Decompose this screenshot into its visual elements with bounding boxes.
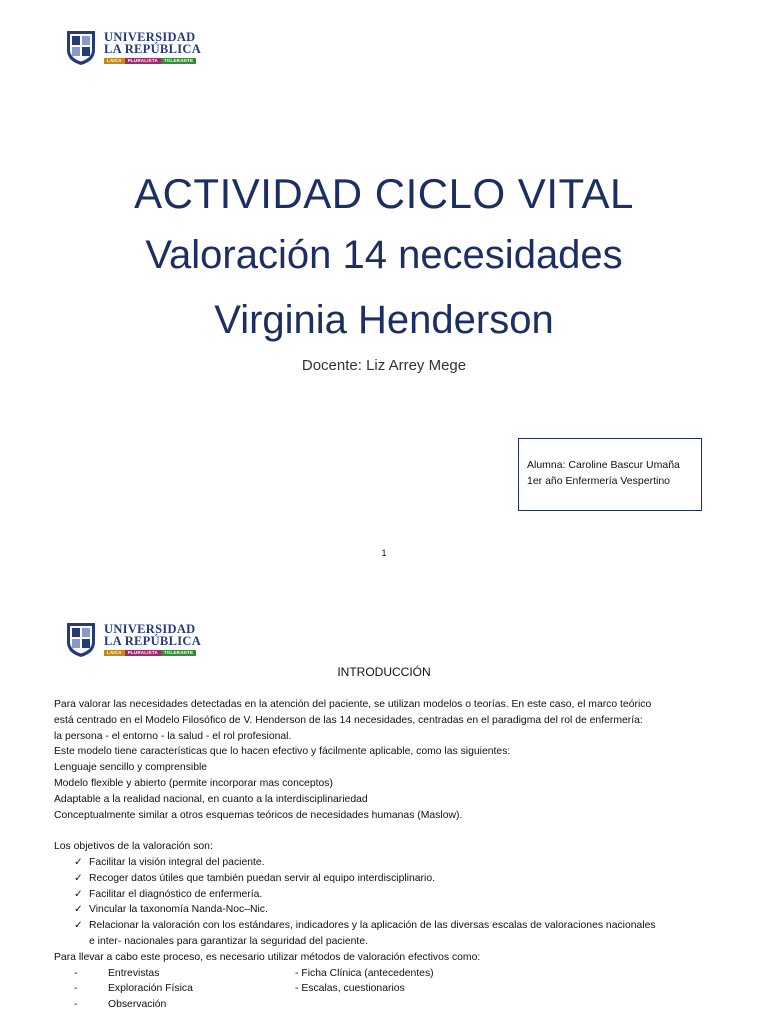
- student-info-box: [518, 438, 702, 511]
- list-item-text: Facilitar la visión integral del paciente.: [89, 856, 265, 868]
- list-item-text: Relacionar la valoración con los estándares, indicadores y la aplicación de las diversas escalas de valoraciones nacionales: [89, 920, 656, 932]
- dash-bullet: -: [74, 967, 78, 979]
- university-logo: [64, 620, 201, 658]
- university-crest-icon: [64, 620, 98, 658]
- list-item: [54, 855, 734, 871]
- logo-line-1: UNIVERSIDAD: [104, 621, 196, 636]
- dash-bullet: -: [74, 999, 78, 1011]
- logo-tag: PLURALISTA: [125, 58, 161, 64]
- list-item: [54, 997, 734, 1013]
- check-icon: ✓: [74, 904, 83, 916]
- list-item-text: Recoger datos útiles que también puedan servir al equipo interdisciplinario.: [89, 872, 435, 884]
- list-item: [54, 871, 734, 887]
- logo-tag: TOLERANTE: [161, 650, 196, 656]
- objectives-heading: Los objetivos de la valoración son:: [54, 841, 213, 853]
- check-icon: ✓: [74, 856, 83, 868]
- method-left: Exploración Física: [108, 983, 193, 995]
- page-number: 1: [381, 548, 387, 558]
- check-icon: ✓: [74, 872, 83, 884]
- section-heading: INTRODUCCIÓN: [337, 665, 431, 679]
- paragraph-line: Lenguaje sencillo y comprensible: [54, 762, 208, 774]
- teacher-name: Docente: Liz Arrey Mege: [301, 357, 467, 374]
- list-item: [54, 981, 734, 997]
- paragraph-line: Modelo flexible y abierto (permite incorporar mas conceptos): [54, 777, 333, 789]
- document-subtitle-line-2: Virginia Henderson: [214, 298, 554, 342]
- method-left: Observación: [108, 999, 167, 1011]
- method-left: Entrevistas: [108, 967, 160, 979]
- check-icon: ✓: [74, 920, 83, 932]
- logo-tag: LAICA: [104, 650, 125, 656]
- logo-line-2: LA REPÚBLICA: [104, 41, 202, 56]
- logo-line-2: LA REPÚBLICA: [104, 633, 202, 648]
- paragraph-line: Para valorar las necesidades detectadas en la atención del paciente, se utilizan modelos o teorías. En este caso, el marco teórico: [54, 699, 652, 710]
- list-item: [54, 887, 734, 903]
- logo-tag: TOLERANTE: [161, 58, 196, 64]
- paragraph-line: Adaptable a la realidad nacional, en cuanto a la interdisciplinariedad: [54, 793, 368, 805]
- student-course: 1er año Enfermería Vespertino: [527, 475, 671, 487]
- document-title: ACTIVIDAD CICLO VITAL: [134, 170, 634, 217]
- list-item: [54, 918, 734, 934]
- paragraph-line: está centrado en el Modelo Filosófico de V. Henderson de las 14 necesidades, centradas en el paradigma del rol de enfermería:: [54, 714, 643, 726]
- logo-line-1: UNIVERSIDAD: [104, 29, 196, 44]
- methods-heading: Para llevar a cabo este proceso, es necesario utilizar métodos de valoración efectivos como:: [54, 951, 481, 963]
- paragraph-line: la persona - el entorno - la salud - el rol profesional.: [54, 730, 292, 742]
- method-right: - Escalas, cuestionarios: [295, 983, 405, 995]
- list-item: [54, 966, 734, 982]
- list-item-text: Facilitar el diagnóstico de enfermería.: [89, 888, 263, 900]
- student-name: Alumna: Caroline Bascur Umaña: [527, 459, 680, 471]
- university-logo: [64, 28, 201, 66]
- logo-tags: [104, 650, 201, 656]
- logo-tag: PLURALISTA: [125, 650, 161, 656]
- paragraph-line: Conceptualmente similar a otros esquemas teóricos de necesidades humanas (Maslow).: [54, 809, 463, 821]
- dash-bullet: -: [74, 983, 78, 995]
- methods-list: [54, 966, 734, 1013]
- logo-tags: [104, 58, 201, 64]
- document-subtitle-line-1: Valoración 14 necesidades: [145, 233, 623, 277]
- check-icon: ✓: [74, 888, 83, 900]
- paragraph-line: Este modelo tiene características que lo hacen efectivo y fácilmente aplicable, como las siguientes:: [54, 746, 511, 758]
- list-item: [54, 902, 734, 918]
- list-item-text: Vincular la taxonomía Nanda-Noc–Nic.: [89, 904, 268, 916]
- list-item-continuation: [54, 934, 734, 950]
- method-right: - Ficha Clínica (antecedentes): [295, 967, 434, 979]
- objectives-list: [54, 855, 734, 950]
- university-crest-icon: [64, 28, 98, 66]
- intro-body: [54, 697, 734, 1013]
- logo-tag: LAICA: [104, 58, 125, 64]
- list-item-text: e inter- nacionales para garantizar la seguridad del paciente.: [89, 935, 368, 947]
